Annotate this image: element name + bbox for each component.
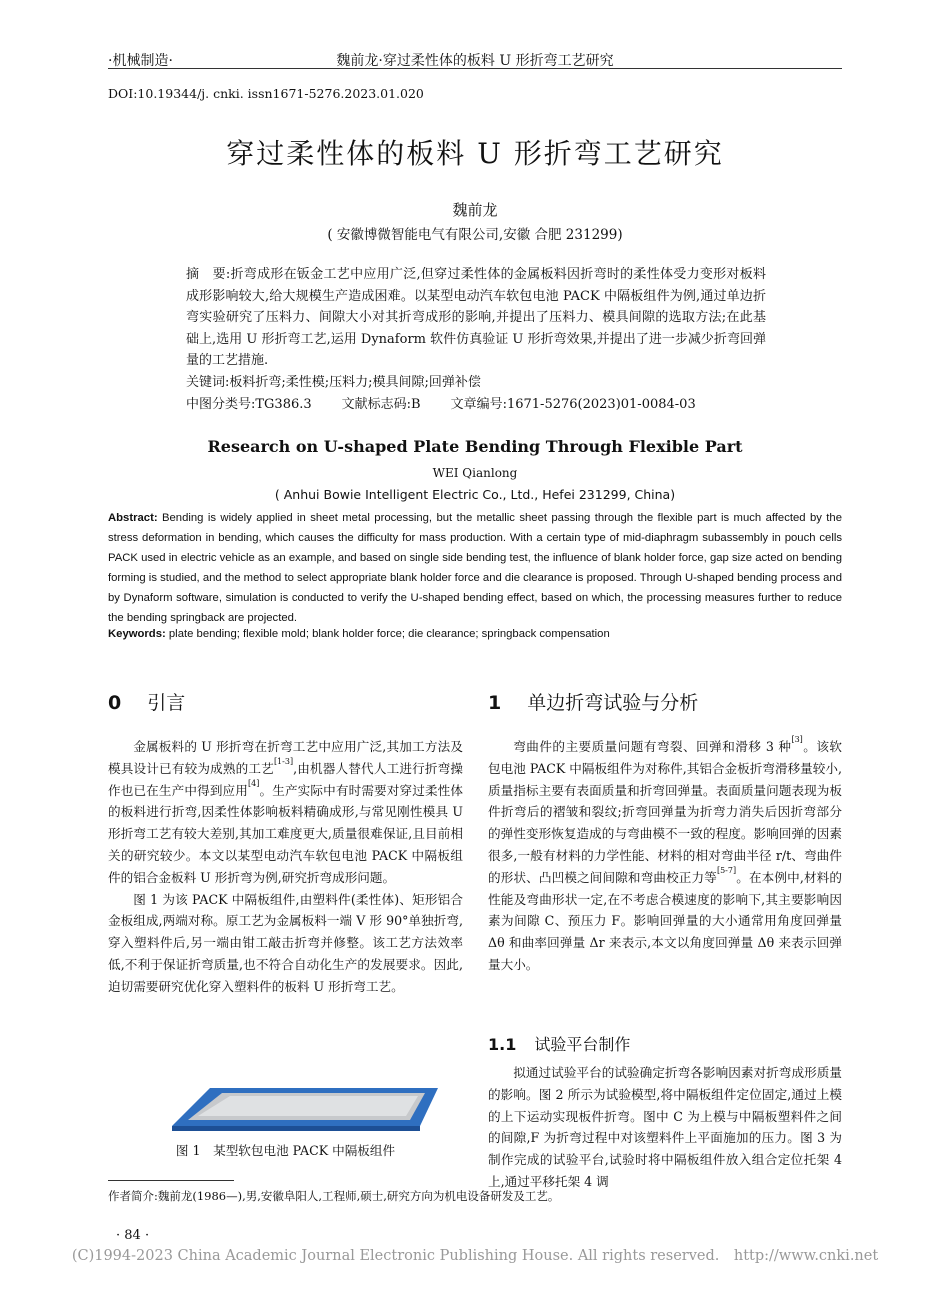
- page-title: 穿过柔性体的板料 U 形折弯工艺研究: [226, 137, 724, 170]
- keywords-en: [108, 628, 842, 640]
- english-affiliation: ( Anhui Bowie Intelligent Electric Co., Ltd., Hefei 231299, China): [274, 487, 676, 502]
- subsection-1-1-number: 1.1: [488, 1035, 517, 1054]
- abstract-cn: [186, 264, 766, 372]
- subsection-1-1-heading: [488, 1032, 842, 1055]
- keywords-cn: 关键词:板料折弯;柔性模;压料力;模具间隙;回弹补偿: [186, 375, 481, 390]
- intro-paragraph-2: 图 1 为该 PACK 中隔板组件,由塑料件(柔性体)、矩形铝合金板组成,两端对称。原工艺为金属板料一端 V 形 90°单独折弯,穿入塑料件后,另一端由钳工敲击折弯并修整。该工艺方法效率低,不利于保证折弯质量,也不符合自动化生产的发展要求。因此,迫切需要研究优化穿入塑料件的板料 U 形折弯工艺。: [108, 891, 463, 994]
- section-0-body: [108, 736, 463, 998]
- keywords-en-label: Keywords:: [108, 628, 166, 640]
- abstract-en-label: Abstract:: [108, 512, 158, 524]
- figure-plate-inner: [198, 1096, 418, 1116]
- copyright-watermark: (C)1994-2023 China Academic Journal Electronic Publishing House. All rights reserved. http://www.cnki.net: [71, 1248, 879, 1264]
- section-0-title: 引言: [147, 692, 186, 714]
- english-author: WEI Qianlong: [432, 466, 518, 480]
- header-rule: [108, 68, 842, 69]
- citation: [4]: [248, 778, 260, 788]
- journal-name: ·机械制造·: [108, 53, 173, 69]
- section-0-number: 0: [108, 692, 122, 714]
- subsection-1-1-body: [488, 1062, 842, 1193]
- classification-line: [186, 394, 786, 416]
- figure-1-image: [170, 1082, 440, 1132]
- doi: DOI:10.19344/j. cnki. issn1671-5276.2023.01.020: [108, 86, 424, 101]
- article-number: 文章编号:1671-5276(2023)01-0084-03: [450, 397, 696, 412]
- keywords-en-text: plate bending; flexible mold; blank holder force; die clearance; springback compensation: [165, 628, 610, 640]
- document-code: 文献标志码:B: [341, 397, 421, 412]
- subsection-1-1-title: 试验平台制作: [534, 1035, 631, 1054]
- citation: [3]: [791, 735, 803, 744]
- section-1-title: 单边折弯试验与分析: [527, 692, 699, 714]
- section-1-heading: [488, 688, 842, 715]
- subsection-1-1-paragraph-1: 拟通过试验平台的试验确定折弯各影响因素对折弯成形质量的影响。图 2 所示为试验模型,将中隔板组件定位固定,通过上模的上下运动实现板件折弯。图中 C 为上模与中隔板塑料件之间的间隙,F 为折弯过程中对该塑料件上平面施加的压力。图 3 为制作完成的试验平台,试验时将中隔板组件放入组合定位托架 4 上,通过平移托架 4 调: [488, 1065, 842, 1189]
- figure-1-caption: 图 1 某型软包电池 PACK 中隔板组件: [175, 1143, 396, 1158]
- section-1-number: 1: [488, 692, 502, 714]
- author-affiliation: ( 安徽博微智能电气有限公司,安徽 合肥 231299): [327, 227, 623, 243]
- intro-paragraph-1: 金属板料的 U 形折弯在折弯工艺中应用广泛,其加工方法及模具设计已有较为成熟的工艺[1-3],由机器人替代人工进行折弯操作也已在生产中得到应用[4]。生产实际中有时需要对穿过柔性体的板料进行折弯,因柔性体影响板料精确成形,与常见刚性模具 U 形折弯工艺有较大差别,其加工难度更大,质量很难保证,且目前相关的研究较少。本文以某型电动汽车软包电池 PACK 中隔板组件的铝合金板料 U 形折弯为例,研究折弯成形问题。: [108, 739, 464, 885]
- abstract-cn-text: 折弯成形在钣金工艺中应用广泛,但穿过柔性体的金属板料因折弯时的柔性体受力变形对板料成形影响较大,给大规模生产造成困难。以某型电动汽车软包电池 PACK 中隔板组件为例,通过单边折弯实验研究了压料力、间隙大小对其折弯成形的影响,并提出了压料力、模具间隙的选取方法;在此基础上,选用 U 形折弯工艺,运用 Dynaform 软件仿真验证 U 形折弯效果,并提出了进一步减少折弯回弹量的工艺措施.: [186, 267, 766, 368]
- page-number: · 84 ·: [116, 1228, 150, 1243]
- author-footnote: 作者简介:魏前龙(1986—),男,安徽阜阳人,工程师,硕士,研究方向为机电设备研发及工艺。: [108, 1189, 560, 1203]
- section-1-body: [488, 736, 842, 976]
- abstract-cn-label: 摘 要:: [186, 267, 231, 282]
- english-title: Research on U-shaped Plate Bending Through Flexible Part: [207, 437, 743, 456]
- author-name: 魏前龙: [452, 201, 498, 219]
- citation: [1-3]: [273, 756, 294, 766]
- citation: [5-7]: [716, 865, 737, 875]
- section-1-paragraph-1: 弯曲件的主要质量问题有弯裂、回弹和滑移 3 种[3]。该软包电池 PACK 中隔板组件为对称件,其铝合金板折弯滑移量较小,质量指标主要有表面质量和折弯回弹量。表面质量问题表现为板件折弯后的褶皱和裂纹;折弯回弹量为折弯力消失后因折弯部分的弹性变形恢复造成的与弯曲模不一致的程度。影响回弹的因素很多,一般有材料的力学性能、材料的相对弯曲半径 r/t、弯曲件的形状、凸凹模之间间隙和弯曲校正力等[5-7]。在本例中,材料的性能及弯曲形状一定,在不考虑合模速度的影响下,其主要影响因素为间隙 C、预压力 F。影响回弹量的大小通常用角度回弹量 Δθ 和曲率回弹量 Δr 来表示,本文以角度回弹量 Δθ 来表示回弹量大小。: [488, 735, 842, 972]
- clc-number: 中图分类号:TG386.3: [186, 397, 312, 412]
- footnote-rule: [108, 1180, 234, 1181]
- abstract-en: [108, 508, 842, 629]
- section-0-heading: [108, 688, 463, 715]
- abstract-en-text: Bending is widely applied in sheet metal processing, but the metallic sheet passing through the flexible part is much affected by the stress deformation in bending, which causes the difficulty for mass production. With a certain type of mid-diaphragm subassembly in pouch cells PACK used in electric vehicle as an example, and based on single side bending test, the influence of blank holder force, gap size acted on bending forming is studied, and the method to select appropriate blank holder force and die clearance is proposed. Through U-shaped bending process and by Dynaform software, simulation is conducted to verify the U-shaped bending effect, based on which, the processing measures further to reduce the bending springback are projected.: [108, 512, 842, 625]
- figure-frame-edge: [172, 1126, 420, 1131]
- running-title: 魏前龙·穿过柔性体的板料 U 形折弯工艺研究: [336, 53, 614, 69]
